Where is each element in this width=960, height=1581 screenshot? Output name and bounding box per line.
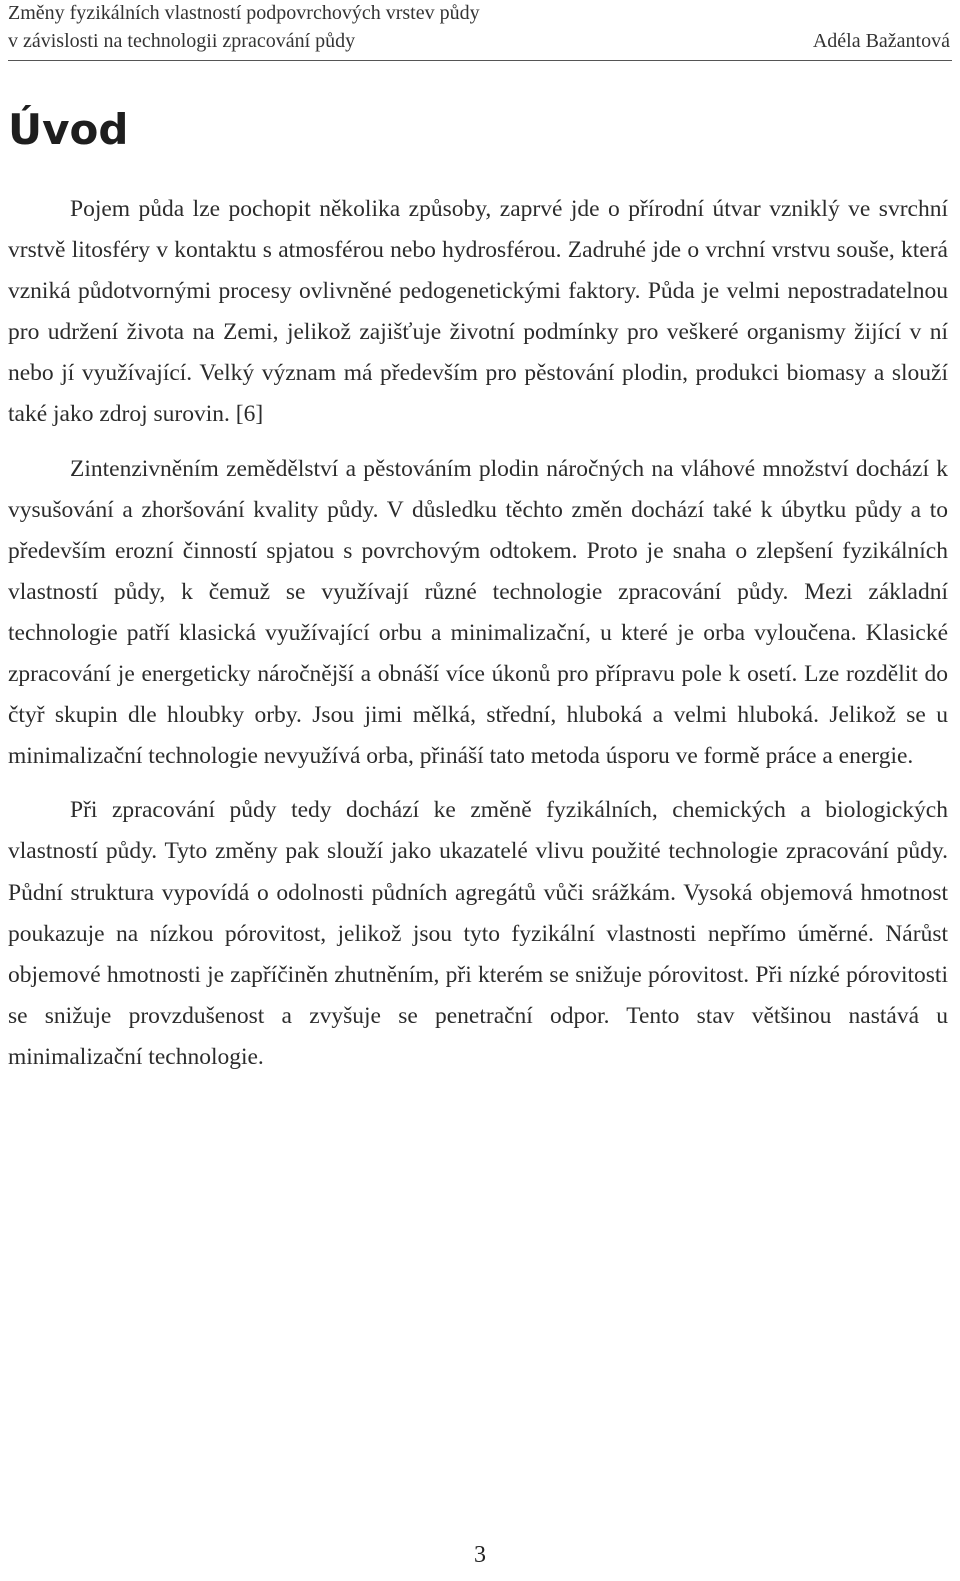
paragraph: Pojem půda lze pochopit několika způsoby, zaprvé jde o přírodní útvar vzniklý ve svrchní vrstvě litosféry v kontaktu s atmosférou nebo hydrosférou. Zadruhé jde o vrchní vrstvu souše, která vzniká půdotvornými procesy ovlivněné pedogenetickými faktory. Půda je velmi nepostradatelnou pro udržení života na Zemi, jelikož zajišťuje životní podmínky pro veškeré organismy žijící v ní nebo jí využívající. Velký význam má především pro pěstování plodin, produkci biomasy a slouží také jako zdroj surovin. [6] (8, 196, 948, 428)
header-author: Adéla Bažantová (812, 30, 950, 52)
header-title-line1: Změny fyzikálních vlastností podpovrchových vrstev půdy (8, 2, 480, 24)
paragraph: Při zpracování půdy tedy dochází ke změně fyzikálních, chemických a biologických vlastností půdy. Tyto změny pak slouží jako ukazatelé vlivu použité technologie zpracování půdy. Půdní struktura vypovídá o odolnosti půdních agregátů vůči srážkám. Vysoká objemová hmotnost poukazuje na nízkou pórovitost, jelikož jsou tyto fyzikální vlastnosti nepřímo úměrné. Nárůst objemové hmotnosti je zapříčiněn zhutněním, při kterém se snižuje pórovitost. Při nízké pórovitosti se snižuje provzdušenost a zvyšuje se penetrační odpor. Tento stav většinou nastává u minimalizační technologie. (8, 797, 948, 1070)
running-header (8, 0, 952, 61)
header-title-line2: v závislosti na technologii zpracování půdy (8, 30, 356, 52)
chapter-title: Úvod (8, 105, 129, 154)
paragraph: Zintenzivněním zemědělství a pěstováním plodin náročných na vláhové množství dochází k vysušování a zhoršování kvality půdy. V důsledku těchto změn dochází také k úbytku půdy a to především erozní činností spjatou s povrchovým odtokem. Proto je snaha o zlepšení fyzikálních vlastností půdy, k čemuž se využívají různé technologie zpracování půdy. Mezi základní technologie patří klasická využívající orbu a minimalizační, u které je orba vyloučena. Klasické zpracování je energeticky náročnější a obnáší více úkonů pro přípravu pole k osetí. Lze rozdělit do čtyř skupin dle hloubky orby. Jsou jimi mělká, střední, hluboká a velmi hluboká. Jelikož se u minimalizační technologie nevyužívá orba, přináší tato metoda úsporu ve formě práce a energie. (8, 455, 948, 770)
page-number: 3 (474, 1542, 486, 1568)
body-text (8, 189, 948, 1091)
